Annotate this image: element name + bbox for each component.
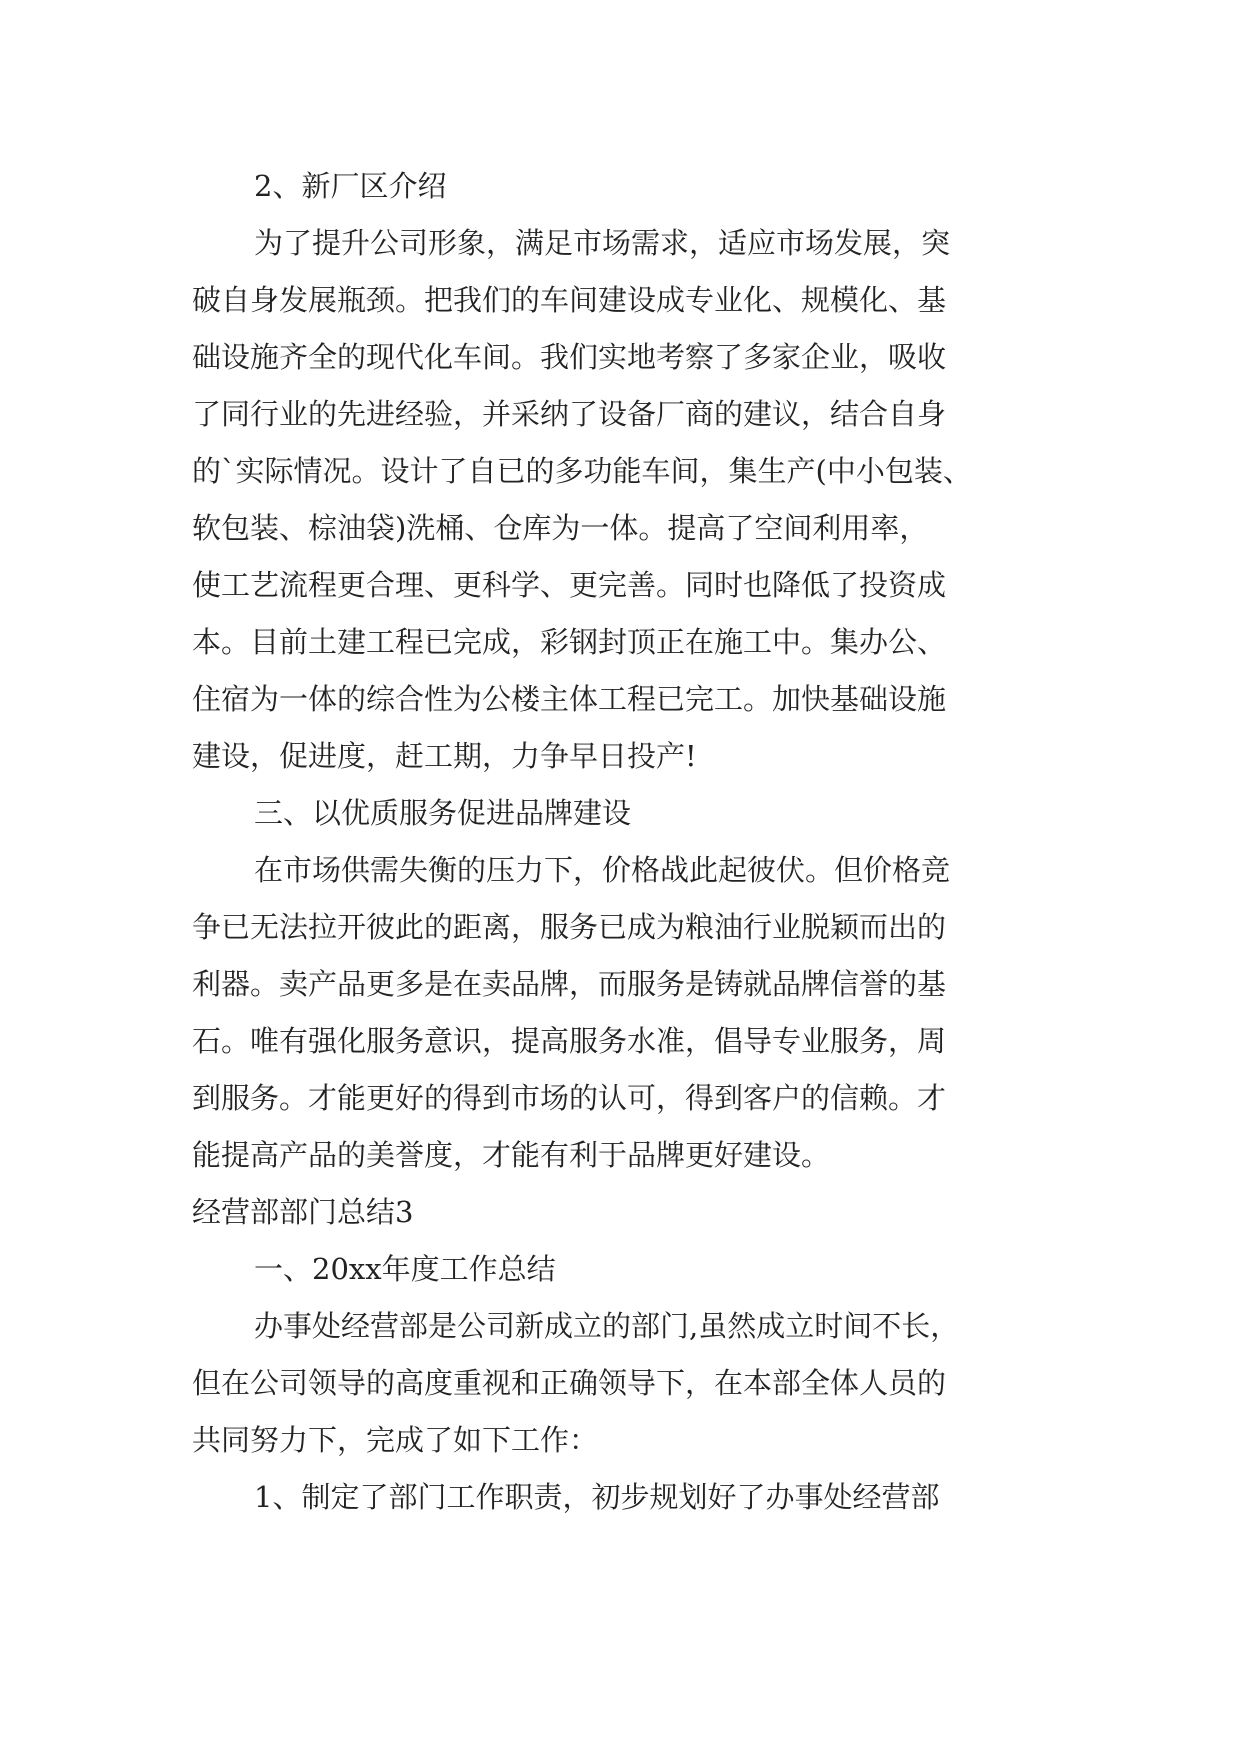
paragraph-line: 本。目前土建工程已完成，彩钢封顶正在施工中。集办公、	[192, 625, 947, 659]
paragraph-line: 住宿为一体的综合性为公楼主体工程已完工。加快基础设施	[192, 682, 947, 716]
paragraph-line: 建设，促进度，赶工期，力争早日投产!	[192, 739, 697, 773]
article-title: 经营部部门总结3	[192, 1195, 414, 1229]
list-item: 1、制定了部门工作职责，初步规划好了办事处经营部	[254, 1480, 940, 1514]
paragraph-line: 到服务。才能更好的得到市场的认可，得到客户的信赖。才	[192, 1081, 947, 1115]
section-heading-service: 三、以优质服务促进品牌建设	[254, 796, 632, 830]
document-body	[192, 158, 1052, 1526]
paragraph-line: 破自身发展瓶颈。把我们的车间建设成专业化、规模化、基	[192, 283, 947, 317]
paragraph-line: 的`实际情况。设计了自已的多功能车间，集生产(中小包装、	[192, 454, 972, 488]
paragraph-line: 使工艺流程更合理、更科学、更完善。同时也降低了投资成	[192, 568, 947, 602]
paragraph-line: 在市场供需失衡的压力下，价格战此起彼伏。但价格竞	[254, 853, 951, 887]
paragraph-line: 办事处经营部是公司新成立的部门,虽然成立时间不长，	[254, 1309, 960, 1343]
section-heading-new-plant: 2、新厂区介绍	[254, 169, 447, 203]
paragraph-line: 了同行业的先进经验，并采纳了设备厂商的建议，结合自身	[192, 397, 947, 431]
paragraph-line: 础设施齐全的现代化车间。我们实地考察了多家企业，吸收	[192, 340, 947, 374]
paragraph-line: 软包装、棕油袋)洗桶、仓库为一体。提高了空间利用率，	[192, 511, 929, 545]
paragraph-line: 利器。卖产品更多是在卖品牌，而服务是铸就品牌信誉的基	[192, 967, 947, 1001]
paragraph-line: 能提高产品的美誉度，才能有利于品牌更好建设。	[192, 1138, 831, 1172]
paragraph-line: 石。唯有强化服务意识，提高服务水准，倡导专业服务，周	[192, 1024, 947, 1058]
paragraph-line: 共同努力下，完成了如下工作：	[192, 1423, 599, 1457]
paragraph-line: 争已无法拉开彼此的距离，服务已成为粮油行业脱颖而出的	[192, 910, 947, 944]
paragraph-line: 为了提升公司形象，满足市场需求，适应市场发展，突	[254, 226, 951, 260]
paragraph-line: 但在公司领导的高度重视和正确领导下，在本部全体人员的	[192, 1366, 947, 1400]
section-heading-annual-summary: 一、20xx年度工作总结	[254, 1252, 556, 1286]
